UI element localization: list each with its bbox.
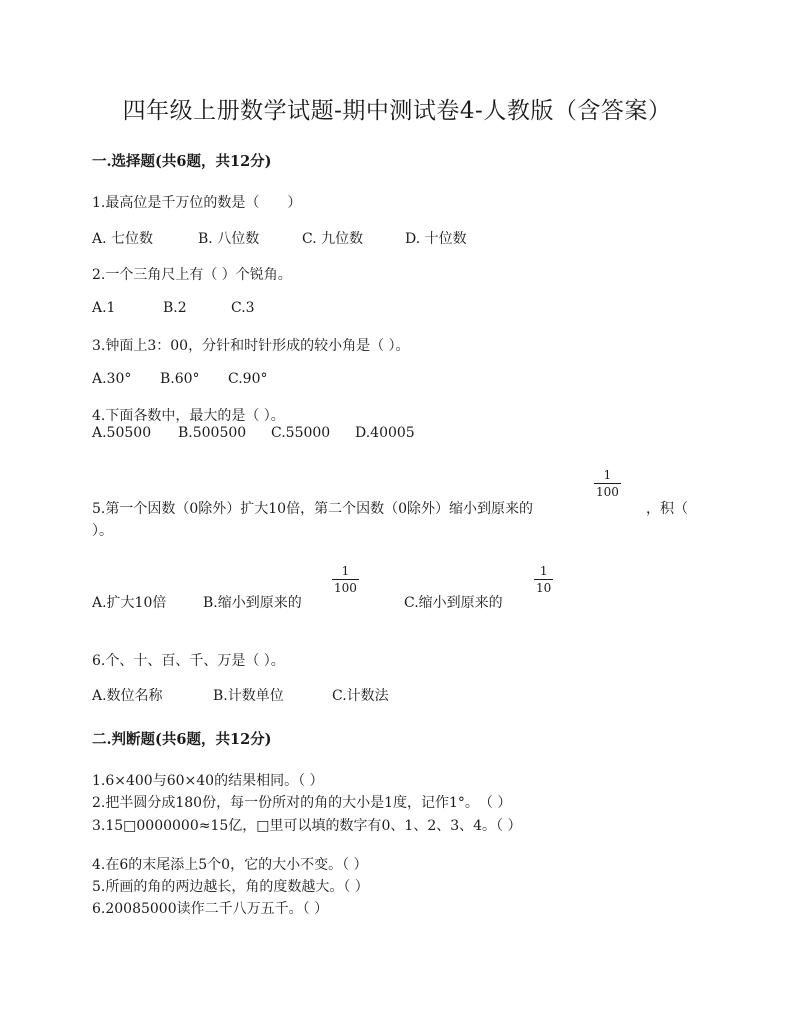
fraction-bar	[332, 579, 359, 580]
q4-option-b: B.500500	[178, 425, 247, 441]
q5-option-c-fraction	[534, 564, 553, 595]
q6-option-b: B.计数单位	[213, 688, 284, 704]
q6-option-c: C.计数法	[332, 688, 389, 704]
question-4: 4.下面各数中，最大的是（ ）。	[92, 408, 285, 424]
q5-option-b: B.缩小到原来的	[203, 595, 302, 611]
q5-option-b-fraction-numerator: 1	[341, 564, 350, 578]
q1-option-a: A. 七位数	[92, 231, 154, 247]
q1-option-c: C. 九位数	[302, 231, 364, 247]
page-title: 四年级上册数学试题-期中测试卷4-人教版（含答案）	[122, 98, 672, 124]
q4-option-d: D.40005	[355, 425, 415, 441]
question-6: 6.个、十、百、千、万是（ ）。	[92, 653, 285, 669]
section-heading-choice: 一.选择题(共6题，共12分)	[92, 153, 272, 170]
judgement-item-6: 6.20085000读作二千八万五千。（ ）	[92, 901, 329, 917]
q2-option-b: B.2	[163, 300, 187, 316]
question-5-line2: ）。	[92, 523, 113, 539]
question-1: 1.最高位是千万位的数是（ ）	[92, 195, 302, 211]
q2-option-a: A.1	[92, 300, 116, 316]
q5-fraction	[594, 468, 621, 499]
question-5: 5.第一个因数（0除外）扩大10倍，第二个因数（0除外）缩小到原来的	[92, 501, 533, 517]
q1-option-d: D. 十位数	[405, 231, 467, 247]
q5-fraction-numerator: 1	[603, 468, 612, 482]
q3-option-b: B.60°	[160, 371, 200, 387]
section-heading-judgement: 二.判断题(共6题，共12分)	[92, 731, 272, 748]
q5-option-c-fraction-numerator: 1	[539, 564, 548, 578]
judgement-item-4: 4.在6的末尾添上5个0，它的大小不变。（ ）	[92, 857, 368, 873]
q5-option-a: A.扩大10倍	[92, 595, 167, 611]
judgement-item-1: 1.6×400与60×40的结果相同。（ ）	[92, 773, 324, 789]
q5-option-c: C.缩小到原来的	[404, 595, 503, 611]
question-2: 2.一个三角尺上有（ ）个锐角。	[92, 267, 292, 283]
q1-option-b: B. 八位数	[198, 231, 260, 247]
question-5-tail: ，积（	[646, 501, 688, 517]
q3-option-c: C.90°	[228, 371, 268, 387]
q3-option-a: A.30°	[92, 371, 132, 387]
q5-option-b-fraction-denominator: 100	[334, 581, 357, 595]
judgement-item-2: 2.把半圆分成180份，每一份所对的角的大小是1度，记作1°。 （ ）	[92, 795, 512, 811]
q4-option-a: A.50500	[92, 425, 152, 441]
q5-fraction-denominator: 100	[596, 485, 619, 499]
fraction-bar	[594, 483, 621, 484]
question-3: 3.钟面上3：00，分针和时针形成的较小角是（ ）。	[92, 338, 410, 354]
q6-option-a: A.数位名称	[92, 688, 163, 704]
q5-option-b-fraction	[332, 564, 359, 595]
judgement-item-3: 3.15□0000000≈15亿，□里可以填的数字有0、1、2、3、4。（ ）	[92, 818, 522, 834]
fraction-bar	[534, 579, 553, 580]
q2-option-c: C.3	[231, 300, 255, 316]
q5-option-c-fraction-denominator: 10	[536, 581, 552, 595]
judgement-item-5: 5.所画的角的两边越长，角的度数越大。（ ）	[92, 879, 369, 895]
q4-option-c: C.55000	[271, 425, 331, 441]
